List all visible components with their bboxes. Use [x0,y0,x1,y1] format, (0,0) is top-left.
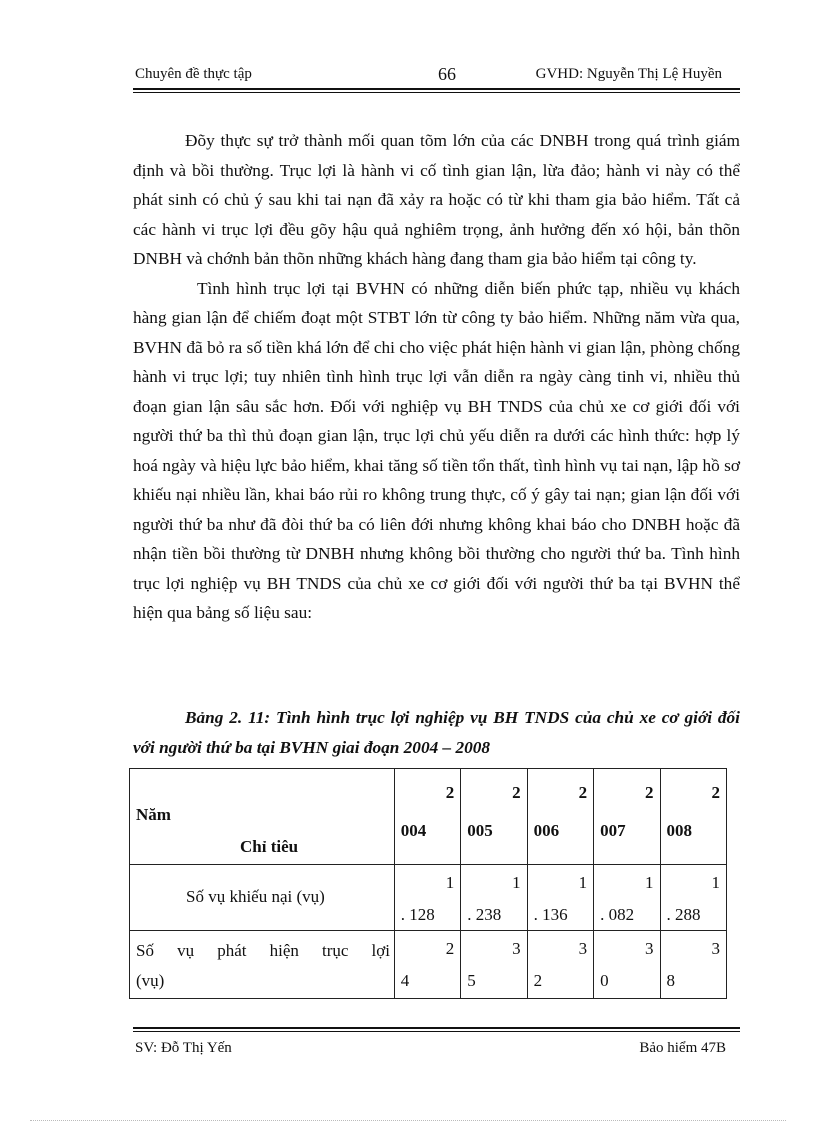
row-label-cell [130,865,395,931]
value-top: 1 [645,873,654,892]
page-boundary-dotted [30,1120,786,1121]
year-rest: 004 [400,821,427,840]
claims-label: Số vụ khiếu nại (vụ) [186,887,325,906]
value-cell [527,865,593,931]
fraud-statistics-table [129,768,727,999]
year-rest: 006 [533,821,560,840]
value-cell [394,865,460,931]
header-rule-thin [133,92,740,93]
row-label-cell [130,931,395,999]
page-header [133,66,740,90]
paragraph-1: Đõy thực sự trở thành mối quan tõm lớn của các DNBH trong quá trình giám định và bồi thường. Trục lợi là hành vi cố tình gian lận, lừa đảo; hành vi này có thể phát sinh có chủ ý sau khi tai nạn đã xảy ra hoặc có từ khi tham gia bảo hiểm. Tất cả các hành vi trục lợi đều gõy hậu quả nghiêm trọng, ảnh hưởng đến xó hội, bản thõn DNBH và chớnh bản thõn những khách hàng đang tham gia bảo hiểm tại công ty. [133,131,740,268]
value-bottom: 0 [600,971,609,990]
value-cell [594,931,660,999]
value-cell [527,931,593,999]
year-cell [660,769,726,865]
fraud-detected-label: Số vụ phát hiện trục lợi [136,941,390,960]
value-cell [394,931,460,999]
year-rest: 007 [600,821,626,840]
value-top: 1 [578,873,588,892]
page-number: 66 [438,64,456,84]
value-cell [461,865,527,931]
footer-class: Bảo hiểm 47B [639,1040,726,1056]
value-top: 1 [445,873,455,892]
paragraph-2: Tình hình trục lợi tại BVHN có những diễn biến phức tạp, nhiều vụ khách hàng gian lận để chiếm đoạt một STBT lớn từ công ty bảo hiểm. Những năm vừa qua, BVHN đã bỏ ra số tiền khá lớn để chi cho việc phát hiện hành vi gian lận, phòng chống hành vi trục lợi; tuy nhiên tình hình trục lợi vẫn diễn ra ngày càng tinh vi, nhiều thủ đoạn gian lận sâu sắc hơn. Đối với nghiệp vụ BH TNDS của chủ xe cơ giới đối với người thứ ba thì thủ đoạn gian lận, trục lợi chủ yếu diễn ra dưới các hình thức: hợp lý hoá ngày và hiệu lực bảo hiểm, khai tăng số tiền tổn thất, tình hình vụ tai nạn, lập hồ sơ khiếu nại nhiều lần, khai báo rủi ro không trung thực, cố ý gây tai nạn; gian lận đối với người thứ ba như đã đòi thứ ba có liên đới nhưng không khai báo cho DNBH hoặc đã nhận tiền bồi thường từ DNBH nhưng không bồi thường cho người thứ ba. Tình hình trục lợi nghiệp vụ BH TNDS của chủ xe cơ giới đối với người thứ ba tại BVHN thể hiện qua bảng số liệu sau: [133,278,740,622]
value-bottom: . 238 [467,905,502,924]
value-cell [660,931,726,999]
year-digit: 2 [512,783,521,802]
year-cell [461,769,527,865]
value-top: 1 [512,873,521,892]
year-rest: 005 [467,821,493,840]
table-row-fraud-detected [130,931,727,999]
table-row-claims [130,865,727,931]
header-rule-thick [133,88,740,90]
year-cell [594,769,660,865]
year-digit: 2 [711,783,720,802]
value-bottom: . 288 [666,905,701,924]
year-rest: 008 [666,821,693,840]
body-text [133,126,740,628]
value-top: 3 [578,939,588,958]
value-top: 3 [711,939,720,958]
value-top: 1 [711,873,720,892]
header-corner-cell [130,769,395,865]
year-cell [394,769,460,865]
value-bottom: . 128 [400,905,435,924]
year-digit: 2 [645,783,654,802]
value-top: 3 [645,939,654,958]
value-bottom: 2 [533,971,543,990]
value-bottom: 8 [666,971,676,990]
value-bottom: 5 [467,971,476,990]
header-indicator-label: Chỉ tiêu [240,837,299,856]
header-course-title: Chuyên đề thực tập [135,66,252,82]
table-caption: Bảng 2. 11: Tình hình trục lợi nghiệp vụ BH TNDS của chủ xe cơ giới đối với người thứ ba tại BVHN giai đoạn 2004 – 2008 [133,708,740,757]
year-digit: 2 [578,783,588,802]
value-top: 3 [512,939,521,958]
footer-student: SV: Đỗ Thị Yến [135,1040,232,1056]
year-cell [527,769,593,865]
header-year-label: Năm [136,805,171,824]
value-bottom: . 082 [600,905,635,924]
value-top: 2 [445,939,455,958]
value-bottom: 4 [400,971,410,990]
header-supervisor: GVHD: Nguyễn Thị Lệ Huyền [535,66,722,82]
footer-rule-thin [133,1031,740,1032]
value-cell [660,865,726,931]
fraud-detected-unit: (vụ) [136,971,165,990]
value-cell [461,931,527,999]
value-bottom: . 136 [533,905,568,924]
value-cell [594,865,660,931]
table-header-row [130,769,727,865]
footer-rule-thick [133,1027,740,1029]
year-digit: 2 [445,783,455,802]
